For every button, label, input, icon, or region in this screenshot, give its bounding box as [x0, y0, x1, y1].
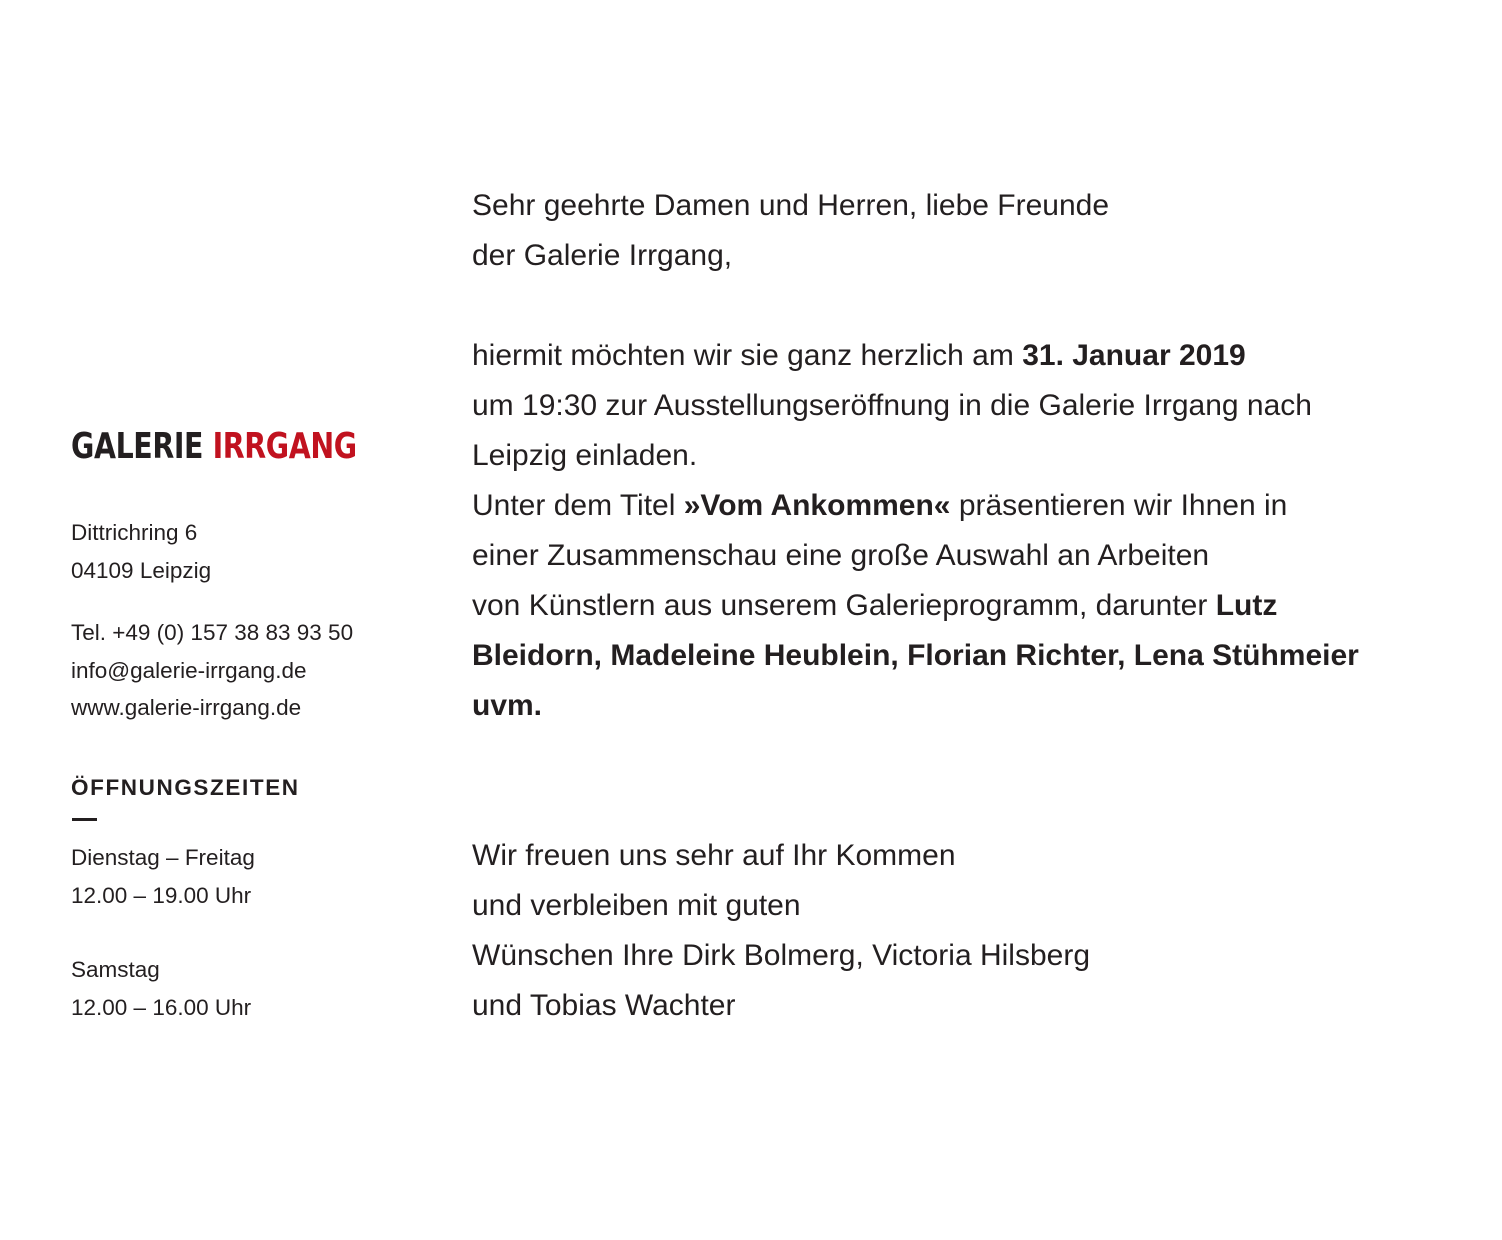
letter-closing [472, 831, 1090, 1031]
heading-dash-divider [72, 818, 97, 821]
saturday-label: Samstag [71, 957, 160, 982]
closing-line-1: Wir freuen uns sehr auf Ihr Kommen [472, 839, 956, 872]
logo-word-galerie: GALERIE [71, 426, 204, 467]
intro-text: hiermit möchten wir sie ganz herzlich am [472, 339, 1023, 372]
contact-email: info@galerie-irrgang.de [71, 657, 307, 683]
closing-line-2: und verbleiben mit guten [472, 889, 801, 922]
address-street: Dittrichring 6 [71, 520, 198, 545]
letter-body [472, 331, 1359, 731]
artists-intro: von Künstlern aus unserem Galerieprogramm, darunter [472, 589, 1216, 622]
body-line-6 [472, 581, 1359, 631]
body-line-4 [472, 481, 1359, 531]
salutation-line-2: der Galerie Irrgang, [472, 239, 733, 272]
logo-word-irrgang: IRRGANG [212, 426, 357, 467]
address-city: 04109 Leipzig [71, 557, 212, 583]
contact-block [71, 614, 353, 727]
opening-hours-heading: ÖFFNUNGSZEITEN [71, 775, 300, 800]
artist-names-end: uvm. [472, 689, 543, 722]
body-line-3: Leipzig einladen. [472, 439, 698, 472]
contact-phone: Tel. +49 (0) 157 38 83 93 50 [71, 620, 354, 645]
title-prefix: Unter dem Titel [472, 489, 684, 522]
body-line-1 [472, 331, 1359, 381]
event-date: 31. Januar 2019 [1022, 339, 1246, 372]
gallery-logo [71, 427, 357, 467]
exhibition-title: »Vom Ankommen« [683, 489, 951, 522]
artist-names-start: Lutz [1215, 589, 1278, 622]
closing-line-4: und Tobias Wachter [472, 989, 736, 1022]
opening-hours-saturday [71, 951, 251, 1026]
artist-names-middle: Bleidorn, Madeleine Heublein, Florian Richter, Lena Stühmeier [472, 639, 1359, 672]
body-line-2: um 19:30 zur Ausstellungseröffnung in die Galerie Irrgang nach [472, 389, 1312, 422]
contact-website: www.galerie-irrgang.de [71, 695, 302, 720]
weekdays-label: Dienstag – Freitag [71, 845, 255, 870]
body-line-5: einer Zusammenschau eine große Auswahl an Arbeiten [472, 539, 1210, 572]
opening-hours-weekdays [71, 839, 255, 914]
letter-salutation [472, 181, 1109, 281]
closing-line-3: Wünschen Ihre Dirk Bolmerg, Victoria Hilsberg [472, 939, 1091, 972]
weekdays-time: 12.00 – 19.00 Uhr [71, 882, 252, 908]
title-suffix: präsentieren wir Ihnen in [950, 489, 1288, 522]
address-block [71, 514, 211, 589]
saturday-time: 12.00 – 16.00 Uhr [71, 994, 252, 1020]
salutation-line-1: Sehr geehrte Damen und Herren, liebe Freunde [472, 189, 1110, 222]
